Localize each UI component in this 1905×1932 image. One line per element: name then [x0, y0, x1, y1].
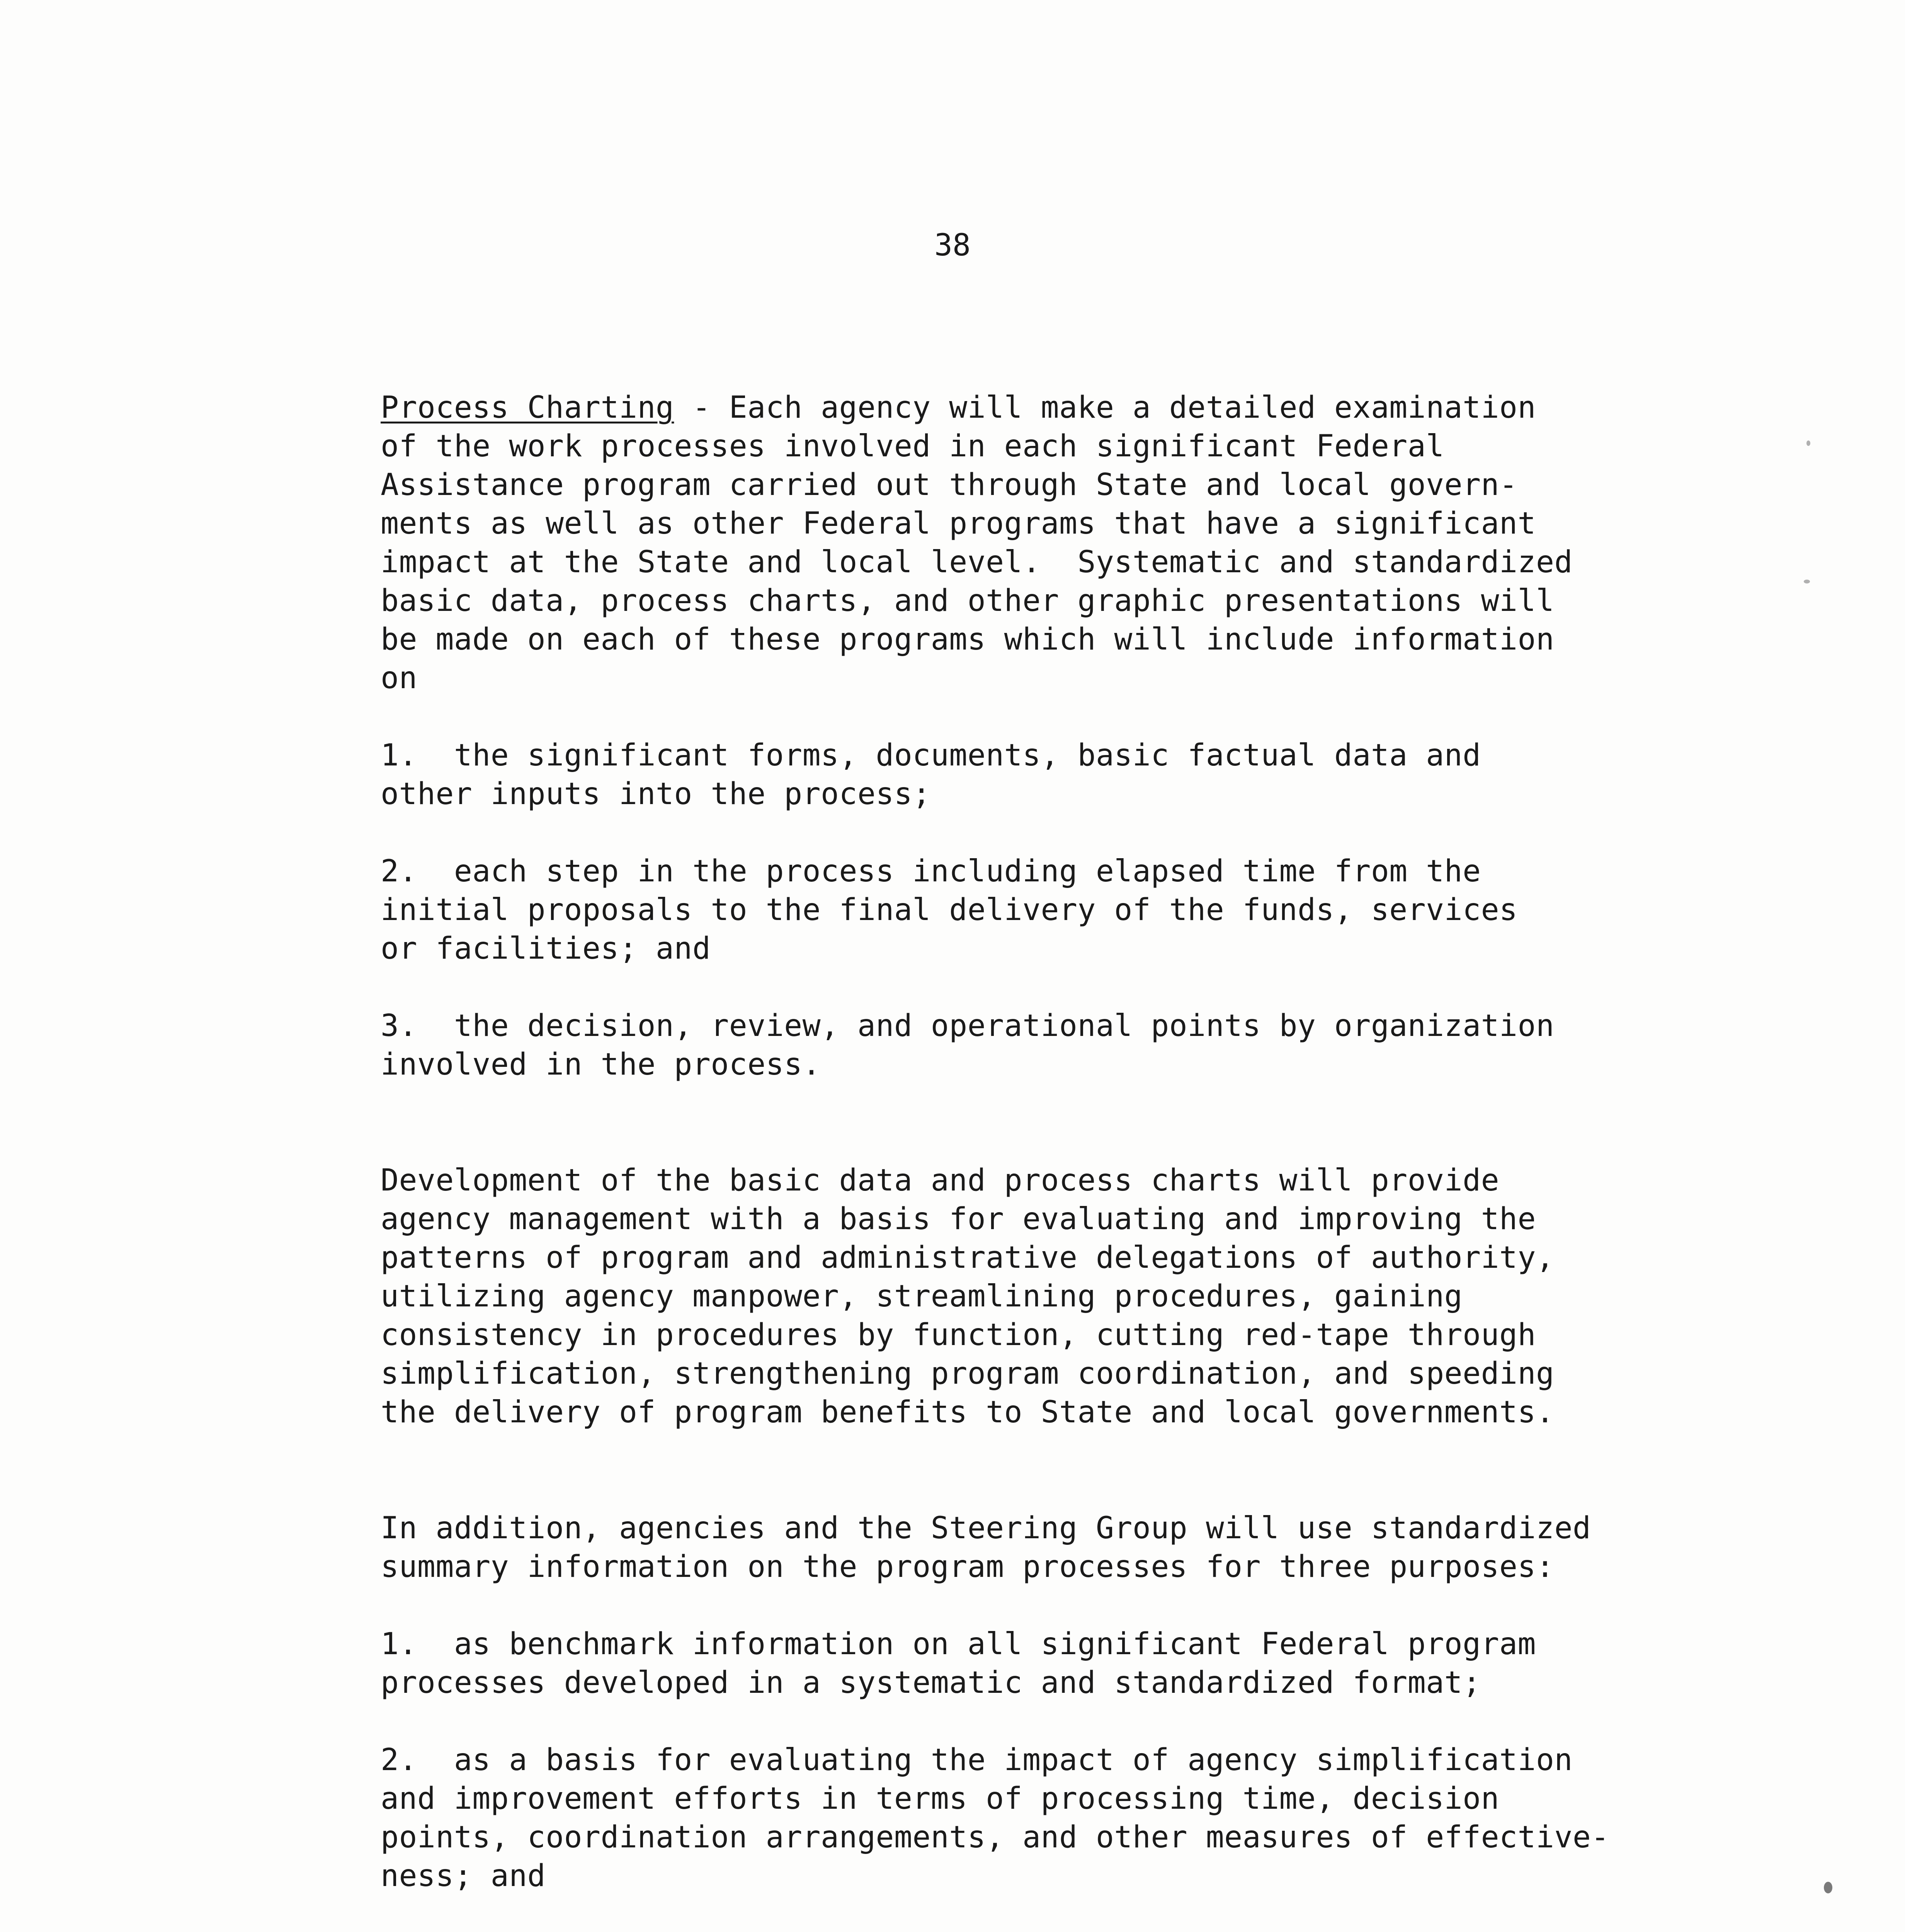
paragraph-line: Development of the basic data and process charts will provide	[381, 1163, 1500, 1198]
paragraph-line: be made on each of these programs which will include information	[381, 622, 1555, 657]
paragraph-line: Assistance program carried out through State and local govern-	[381, 468, 1518, 502]
list-item-line: processes developed in a systematic and standardized format;	[381, 1665, 1481, 1700]
list-item-line: initial proposals to the final delivery of the funds, services	[381, 893, 1518, 927]
list-item-line: 2. each step in the process including elapsed time from the	[381, 854, 1481, 889]
scan-speck	[1804, 580, 1810, 583]
paragraph-line: impact at the State and local level. Systematic and standardized	[381, 545, 1573, 580]
paragraph-line: consistency in procedures by function, cutting red-tape through	[381, 1318, 1536, 1352]
paragraph-line	[381, 388, 1536, 427]
list-item-line: other inputs into the process;	[381, 777, 931, 811]
paragraph-line: of the work processes involved in each significant Federal	[381, 429, 1444, 464]
list-item-line: 2. as a basis for evaluating the impact of agency simplification	[381, 1743, 1573, 1777]
list-item-line: 3. the decision, review, and operational points by organization	[381, 1009, 1555, 1043]
list-item-line: points, coordination arrangements, and other measures of effective-	[381, 1820, 1609, 1855]
paragraph-line: utilizing agency manpower, streamlining procedures, gaining	[381, 1279, 1463, 1314]
paragraph-line: ments as well as other Federal programs that have a significant	[381, 506, 1536, 541]
paragraph-line: agency management with a basis for evaluating and improving the	[381, 1202, 1536, 1236]
list-item-line: ness; and	[381, 1859, 546, 1893]
scan-speck	[1806, 440, 1810, 446]
paragraph-line: on	[381, 661, 417, 696]
paragraph-line: the delivery of program benefits to State and local governments.	[381, 1395, 1555, 1430]
paragraph-line: basic data, process charts, and other graphic presentations will	[381, 583, 1555, 618]
list-item-line: 1. the significant forms, documents, basic factual data and	[381, 738, 1481, 773]
section-heading: Process Charting	[381, 390, 674, 425]
list-item-line: or facilities; and	[381, 931, 711, 966]
list-item-line: and improvement efforts in terms of processing time, decision	[381, 1781, 1500, 1816]
paragraph-line: patterns of program and administrative delegations of authority,	[381, 1240, 1555, 1275]
list-item-line: 1. as benchmark information on all significant Federal program	[381, 1627, 1536, 1662]
heading-continuation: - Each agency will make a detailed examination	[674, 390, 1536, 425]
page-number: 38	[934, 228, 971, 263]
scan-speck	[1824, 1882, 1832, 1893]
paragraph-line: summary information on the program processes for three purposes:	[381, 1549, 1555, 1584]
paragraph-line: In addition, agencies and the Steering Group will use standardized	[381, 1511, 1591, 1546]
paragraph-line: simplification, strengthening program coordination, and speeding	[381, 1356, 1555, 1391]
list-item-line: involved in the process.	[381, 1047, 821, 1082]
